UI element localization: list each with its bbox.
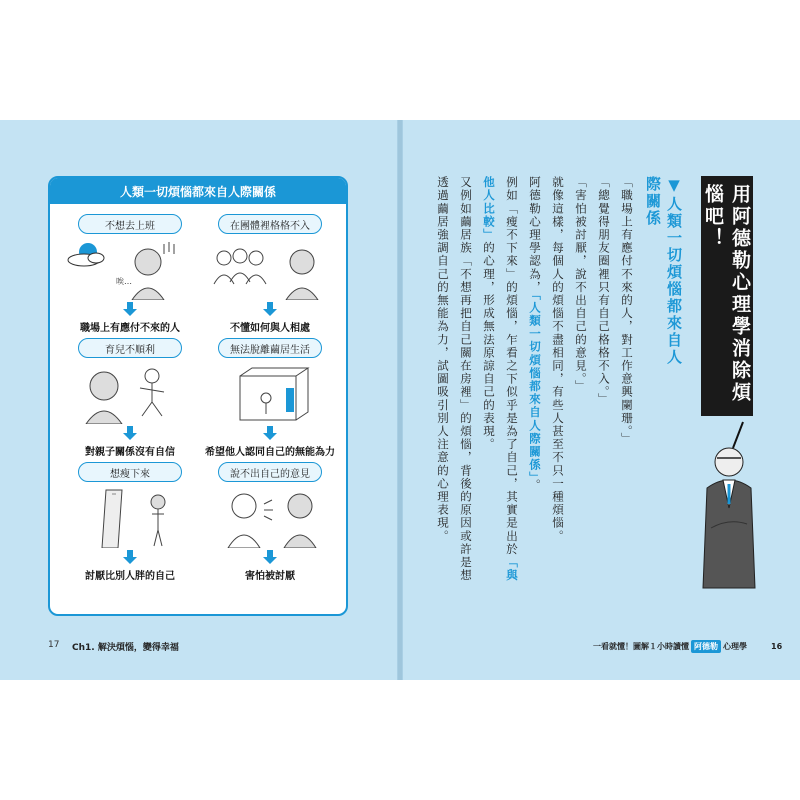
speaking-illustration	[200, 486, 340, 548]
result-label: 討厭比別人胖的自己	[85, 571, 175, 582]
result-label: 不懂如何與人相處	[230, 323, 310, 334]
page-footer	[593, 638, 782, 654]
parenting-illustration	[60, 362, 200, 424]
cell-recluse	[200, 338, 340, 458]
adler-portrait-illustration	[693, 418, 773, 598]
text-span: 。	[528, 478, 542, 493]
room-box-illustration	[200, 362, 340, 424]
right-page	[402, 120, 800, 680]
situation-label: 無法脫離繭居生活	[218, 338, 322, 358]
cell-opinion	[200, 462, 340, 582]
arrow-down-icon	[123, 426, 137, 440]
highlight-text: 「人類一切煩惱都來自人際關係」	[528, 293, 542, 479]
highlight-text: 「與他人比較」	[482, 176, 519, 583]
left-page	[0, 120, 398, 680]
page-title-banner: 用阿德勒心理學消除煩惱吧！	[701, 176, 753, 416]
chapter-title: Ch1. 解決煩惱，變得幸福	[72, 643, 179, 653]
body-paragraph	[477, 176, 523, 586]
card-title: 人類一切煩惱都來自人際關係	[50, 178, 346, 204]
arrow-down-icon	[263, 426, 277, 440]
body-paragraph: 「總覺得朋友圈裡只有自己格格不入。」	[597, 176, 611, 407]
body-text	[408, 176, 638, 586]
page-number-left: 17	[48, 640, 60, 650]
series-title-end: 心理學	[723, 641, 747, 651]
cell-group	[200, 214, 340, 334]
situation-label: 育兒不順利	[78, 338, 182, 358]
situation-label: 在團體裡格格不入	[218, 214, 322, 234]
result-label: 希望他人認同自己的無能為力	[205, 447, 335, 458]
arrow-down-icon	[263, 550, 277, 564]
arrow-down-icon	[123, 302, 137, 316]
text-span: 阿德勒心理學認為，	[528, 176, 542, 294]
series-title: 一看就懂！圖解１小時讀懂	[593, 641, 689, 651]
book-spread	[0, 120, 800, 680]
situation-label: 想瘦下來	[78, 462, 182, 482]
body-paragraph	[523, 176, 546, 586]
page-number-right: 16	[771, 641, 783, 651]
sigh-text: 唉…	[116, 277, 132, 286]
result-label: 害怕被討厭	[245, 571, 295, 582]
body-paragraph: 「害怕被討厭，說不出自己的意見。」	[574, 176, 588, 393]
illustration-card	[48, 176, 348, 616]
mirror-illustration	[60, 486, 200, 548]
text-span: 例如「瘦不下來」的煩惱，乍看之下似乎是為了自己，其實是出於	[505, 176, 519, 556]
outsider-illustration	[200, 238, 340, 300]
result-label: 職場上有應付不來的人	[80, 323, 180, 334]
cell-work	[60, 214, 200, 334]
series-tag: 阿德勒	[691, 640, 721, 653]
arrow-down-icon	[263, 302, 277, 316]
body-paragraph: 就像這樣，每個人的煩惱不盡相同，有些人甚至不只一種煩惱。	[551, 176, 565, 543]
text-span: 的心理，形成無法原諒自己的表現。	[482, 241, 496, 452]
body-paragraph: 又例如繭居族「不想再把自己關在房裡」的煩惱，背後的原因或許是想透過繭居強調自己的無能為力，試圖吸引別人注意的心理表現。	[436, 176, 473, 583]
cell-parenting	[60, 338, 200, 458]
cell-diet	[60, 462, 200, 582]
tired-worker-illustration	[60, 238, 200, 300]
situation-label: 不想去上班	[78, 214, 182, 234]
result-label: 對親子關係沒有自信	[85, 447, 175, 458]
body-paragraph: 「職場上有應付不來的人，對工作意興闌珊。」	[620, 176, 634, 446]
situation-label: 說不出自己的意見	[218, 462, 322, 482]
arrow-down-icon	[123, 550, 137, 564]
section-heading: ▼人類一切煩惱都來自人際關係	[644, 176, 683, 366]
